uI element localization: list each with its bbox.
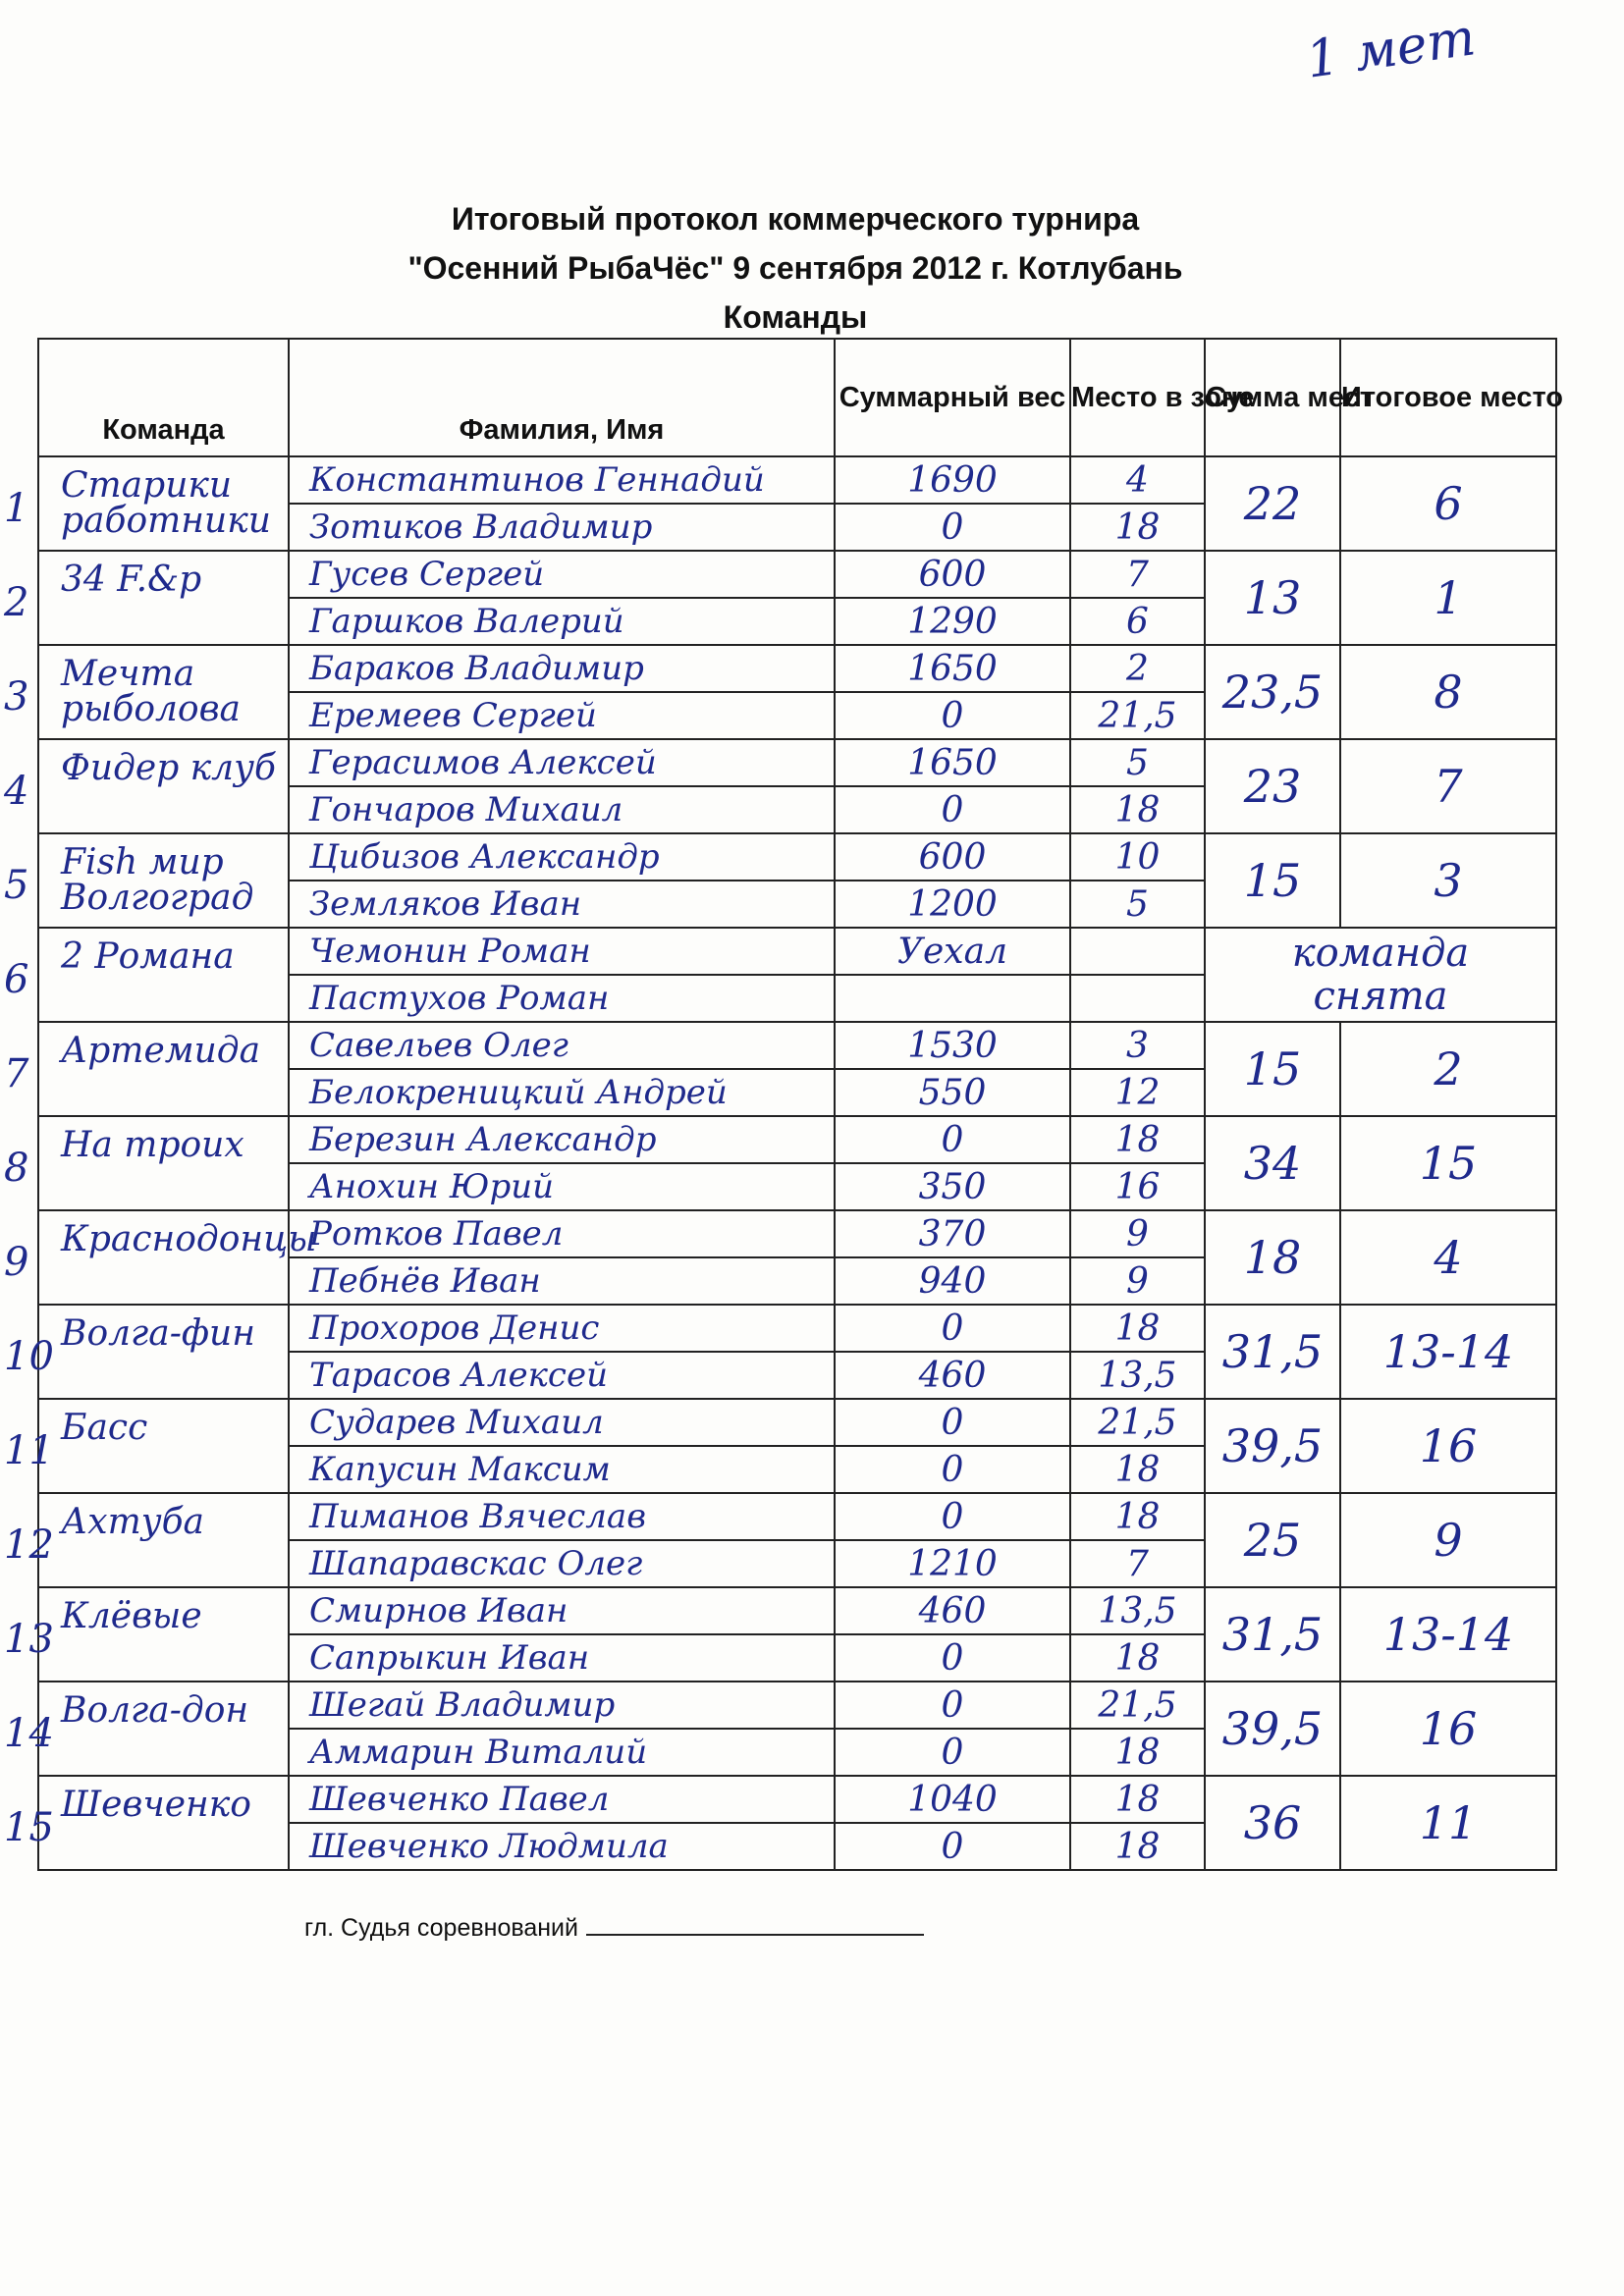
member-zone-place: 13,5 <box>1070 1587 1205 1634</box>
team-place-sum: 31,5 <box>1205 1587 1340 1682</box>
team-wrap <box>4 741 288 831</box>
member-weight: 0 <box>835 1493 1070 1540</box>
member-zone-place: 18 <box>1070 1446 1205 1493</box>
member-name: Анохин Юрий <box>289 1163 835 1210</box>
title-line-1: Итоговый протокол коммерческого турнира <box>451 201 1140 237</box>
team-name: Старики работники <box>61 465 271 541</box>
member-name: Бараков Владимир <box>289 645 835 692</box>
member-weight: 0 <box>835 692 1070 739</box>
team-wrap <box>4 458 288 549</box>
member-name: Ротков Павел <box>289 1210 835 1257</box>
team-wrap <box>4 1307 288 1397</box>
team-cell <box>4 1305 289 1399</box>
team-final-place: 4 <box>1340 1210 1556 1305</box>
member-weight: 1200 <box>835 881 1070 928</box>
member-zone-place <box>1070 975 1205 1022</box>
results-table <box>4 338 1563 1871</box>
member-zone-place: 12 <box>1070 1069 1205 1116</box>
table-row <box>38 1493 1556 1540</box>
team-number: 9 <box>4 1240 29 1285</box>
team-number: 3 <box>4 674 29 720</box>
team-name: Волга-фин <box>61 1313 255 1354</box>
team-cell <box>4 456 289 551</box>
team-wrap <box>4 1589 288 1680</box>
team-place-sum: 15 <box>1205 1022 1340 1116</box>
member-name: Аммарин Виталий <box>289 1729 835 1776</box>
team-place-sum: 18 <box>1205 1210 1340 1305</box>
table-header-row <box>38 339 1556 456</box>
team-name: Фидер клуб <box>61 748 276 788</box>
header-place-sum: Сумма мест <box>1205 339 1340 456</box>
team-cell <box>4 1116 289 1210</box>
member-name: Пастухов Роман <box>289 975 835 1022</box>
member-weight: 600 <box>835 833 1070 881</box>
member-name: Сударев Михаил <box>289 1399 835 1446</box>
table-row <box>38 928 1556 975</box>
member-name: Шегай Владимир <box>289 1682 835 1729</box>
member-weight: 1650 <box>835 739 1070 786</box>
team-wrap <box>4 1024 288 1114</box>
team-final-place: 3 <box>1340 833 1556 928</box>
team-place-sum: 39,5 <box>1205 1399 1340 1493</box>
member-name: Цибизов Александр <box>289 833 835 881</box>
member-name: Прохоров Денис <box>289 1305 835 1352</box>
team-place-sum: 23,5 <box>1205 645 1340 739</box>
member-name: Савельев Олег <box>289 1022 835 1069</box>
team-name: Краснодонцы <box>61 1219 317 1259</box>
team-cell <box>4 1210 317 1305</box>
signature-blank <box>586 1912 924 1936</box>
member-zone-place: 5 <box>1070 739 1205 786</box>
team-place-sum: 39,5 <box>1205 1682 1340 1776</box>
member-zone-place: 18 <box>1070 1634 1205 1682</box>
member-name: Гаршков Валерий <box>289 598 835 645</box>
results-table-wrapper <box>4 338 1563 1871</box>
table-row <box>38 1305 1556 1352</box>
member-zone-place: 18 <box>1070 1116 1205 1163</box>
header-weight: Суммарный вес <box>835 339 1070 456</box>
team-name: Fish мир Волгоград <box>61 842 254 918</box>
judge-signature-line <box>304 1912 924 1943</box>
team-cell <box>4 833 289 928</box>
team-number: 11 <box>4 1428 54 1473</box>
member-name: Сапрыкин Иван <box>289 1634 835 1682</box>
team-final-place: 16 <box>1340 1682 1556 1776</box>
member-weight: 1290 <box>835 598 1070 645</box>
member-zone-place: 2 <box>1070 645 1205 692</box>
member-zone-place: 3 <box>1070 1022 1205 1069</box>
team-cell <box>4 739 289 833</box>
team-number: 10 <box>4 1334 54 1379</box>
member-weight: 460 <box>835 1352 1070 1399</box>
team-name: Волга-дон <box>61 1690 249 1731</box>
team-wrap <box>4 930 288 1020</box>
team-wrap <box>4 1212 317 1303</box>
team-number: 13 <box>4 1617 54 1662</box>
team-wrap <box>4 1118 288 1208</box>
member-name: Пебнёв Иван <box>289 1257 835 1305</box>
team-number: 7 <box>4 1051 29 1096</box>
table-row <box>38 1587 1556 1634</box>
member-zone-place: 4 <box>1070 456 1205 504</box>
team-name: Клёвые <box>61 1596 202 1636</box>
member-name: Белокреницкий Андрей <box>289 1069 835 1116</box>
member-weight: 0 <box>835 504 1070 551</box>
member-weight: 0 <box>835 1446 1070 1493</box>
header-zone-place: Место в зоне <box>1070 339 1205 456</box>
member-weight: 350 <box>835 1163 1070 1210</box>
table-row <box>38 456 1556 504</box>
member-weight: 1530 <box>835 1022 1070 1069</box>
team-place-sum: 25 <box>1205 1493 1340 1587</box>
member-zone-place: 18 <box>1070 1729 1205 1776</box>
team-cell <box>4 928 289 1022</box>
member-zone-place: 5 <box>1070 881 1205 928</box>
table-row <box>38 1116 1556 1163</box>
team-cell <box>4 1493 289 1587</box>
member-name: Еремеев Сергей <box>289 692 835 739</box>
member-zone-place: 16 <box>1070 1163 1205 1210</box>
team-place-sum: 34 <box>1205 1116 1340 1210</box>
member-weight: 0 <box>835 1305 1070 1352</box>
member-zone-place: 13,5 <box>1070 1352 1205 1399</box>
member-zone-place: 18 <box>1070 1493 1205 1540</box>
team-cell <box>4 1682 289 1776</box>
team-name: Шевченко <box>61 1785 251 1825</box>
member-name: Чемонин Роман <box>289 928 835 975</box>
member-weight: 0 <box>835 1823 1070 1870</box>
member-zone-place: 18 <box>1070 1305 1205 1352</box>
team-wrap <box>4 647 288 737</box>
team-final-place: 15 <box>1340 1116 1556 1210</box>
team-final-place: 13-14 <box>1340 1587 1556 1682</box>
team-name: Мечта рыболова <box>61 654 242 729</box>
member-zone-place: 7 <box>1070 551 1205 598</box>
team-final-place: 1 <box>1340 551 1556 645</box>
header-final-place: Итоговое место <box>1340 339 1556 456</box>
member-name: Гончаров Михаил <box>289 786 835 833</box>
header-name: Фамилия, Имя <box>289 339 835 456</box>
document-title <box>0 194 1591 342</box>
results-body <box>4 456 1556 1870</box>
member-name: Герасимов Алексей <box>289 739 835 786</box>
team-number: 12 <box>4 1522 54 1568</box>
team-wrap <box>4 835 288 926</box>
member-name: Шевченко Павел <box>289 1776 835 1823</box>
member-zone-place: 7 <box>1070 1540 1205 1587</box>
member-name: Шевченко Людмила <box>289 1823 835 1870</box>
member-weight: Уехал <box>835 928 1070 975</box>
member-zone-place: 18 <box>1070 1776 1205 1823</box>
team-wrap <box>4 553 288 643</box>
member-name: Капусин Максим <box>289 1446 835 1493</box>
member-name: Пиманов Вячеслав <box>289 1493 835 1540</box>
team-final-place: 9 <box>1340 1493 1556 1587</box>
team-place-sum: 31,5 <box>1205 1305 1340 1399</box>
member-zone-place: 9 <box>1070 1257 1205 1305</box>
table-row <box>38 1776 1556 1823</box>
team-final-place: 6 <box>1340 456 1556 551</box>
team-final-place: 7 <box>1340 739 1556 833</box>
table-row <box>38 1022 1556 1069</box>
member-weight: 600 <box>835 551 1070 598</box>
judge-label: гл. Судья соревнований <box>304 1914 578 1942</box>
team-final-place: 8 <box>1340 645 1556 739</box>
member-zone-place: 18 <box>1070 1823 1205 1870</box>
title-line-2: "Осенний РыбаЧёс" 9 сентября 2012 г. Котлубань <box>407 250 1183 286</box>
team-cell <box>4 1399 289 1493</box>
team-final-place: 2 <box>1340 1022 1556 1116</box>
member-weight: 0 <box>835 1634 1070 1682</box>
team-place-sum: 36 <box>1205 1776 1340 1870</box>
team-number: 8 <box>4 1146 29 1191</box>
member-name: Земляков Иван <box>289 881 835 928</box>
team-name: 2 Романа <box>61 936 235 977</box>
table-row <box>38 645 1556 692</box>
member-weight: 1690 <box>835 456 1070 504</box>
team-place-sum: 15 <box>1205 833 1340 928</box>
team-cell <box>4 645 289 739</box>
team-place-sum: команда снята <box>1205 928 1556 1022</box>
member-zone-place: 21,5 <box>1070 692 1205 739</box>
member-weight: 0 <box>835 1729 1070 1776</box>
table-row <box>38 551 1556 598</box>
team-wrap <box>4 1495 288 1585</box>
member-name: Шапаравскас Олег <box>289 1540 835 1587</box>
team-name: Ахтуба <box>61 1502 205 1542</box>
member-weight: 370 <box>835 1210 1070 1257</box>
member-zone-place: 18 <box>1070 786 1205 833</box>
member-weight: 0 <box>835 1682 1070 1729</box>
member-weight: 0 <box>835 786 1070 833</box>
team-wrap <box>4 1401 288 1491</box>
team-place-sum: 23 <box>1205 739 1340 833</box>
team-name: 34 F.&p <box>61 560 202 600</box>
member-zone-place: 10 <box>1070 833 1205 881</box>
table-row <box>38 833 1556 881</box>
team-number: 4 <box>4 769 29 814</box>
member-zone-place <box>1070 928 1205 975</box>
table-row <box>38 1682 1556 1729</box>
corner-handwritten-note: 1 мет <box>1302 8 1480 90</box>
member-weight: 1210 <box>835 1540 1070 1587</box>
team-final-place: 13-14 <box>1340 1305 1556 1399</box>
team-final-place: 11 <box>1340 1776 1556 1870</box>
member-weight: 1040 <box>835 1776 1070 1823</box>
table-row <box>38 739 1556 786</box>
team-cell <box>4 1022 289 1116</box>
team-name: Артемида <box>61 1031 261 1071</box>
member-zone-place: 18 <box>1070 504 1205 551</box>
team-cell <box>4 1776 289 1870</box>
title-line-3: Команды <box>723 299 868 335</box>
member-name: Константинов Геннадий <box>289 456 835 504</box>
member-weight: 460 <box>835 1587 1070 1634</box>
team-final-place: 16 <box>1340 1399 1556 1493</box>
member-weight: 550 <box>835 1069 1070 1116</box>
member-zone-place: 6 <box>1070 598 1205 645</box>
member-zone-place: 9 <box>1070 1210 1205 1257</box>
team-cell <box>4 551 289 645</box>
member-name: Зотиков Владимир <box>289 504 835 551</box>
member-name: Тарасов Алексей <box>289 1352 835 1399</box>
member-weight: 0 <box>835 1399 1070 1446</box>
member-name: Березин Александр <box>289 1116 835 1163</box>
member-weight: 1650 <box>835 645 1070 692</box>
table-row <box>38 1210 1556 1257</box>
team-wrap <box>4 1683 288 1774</box>
team-number: 15 <box>4 1805 54 1850</box>
member-name: Смирнов Иван <box>289 1587 835 1634</box>
header-team: Команда <box>38 339 289 456</box>
team-number: 1 <box>4 486 29 531</box>
team-cell <box>4 1587 289 1682</box>
table-row <box>38 1399 1556 1446</box>
member-weight <box>835 975 1070 1022</box>
team-number: 6 <box>4 957 29 1002</box>
member-zone-place: 21,5 <box>1070 1682 1205 1729</box>
team-number: 14 <box>4 1711 54 1756</box>
team-place-sum: 22 <box>1205 456 1340 551</box>
member-zone-place: 21,5 <box>1070 1399 1205 1446</box>
team-number: 2 <box>4 580 29 625</box>
team-number: 5 <box>4 863 29 908</box>
member-weight: 940 <box>835 1257 1070 1305</box>
member-name: Гусев Сергей <box>289 551 835 598</box>
team-place-sum: 13 <box>1205 551 1340 645</box>
team-wrap <box>4 1778 288 1868</box>
team-name: На троих <box>61 1125 244 1165</box>
member-weight: 0 <box>835 1116 1070 1163</box>
team-name: Басс <box>61 1408 148 1448</box>
